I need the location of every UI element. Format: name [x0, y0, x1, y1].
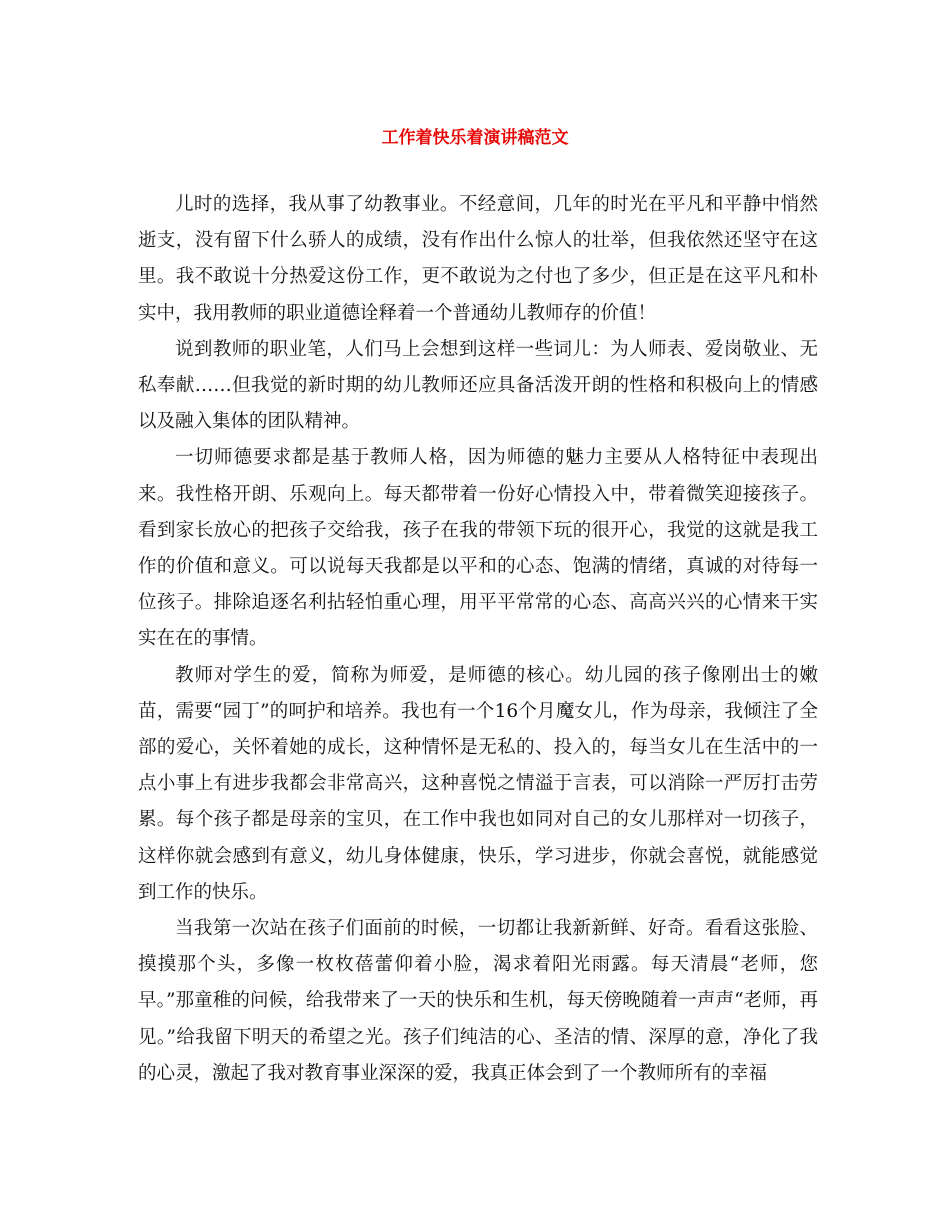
paragraph-5: 当我第一次站在孩子们面前的时候，一切都让我新新鲜、好奇。看看这张脸、摸摸那个头，多像一枚枚蓓蕾仰着小脸，渴求着阳光雨露。每天清晨“老师，您早。”那童稚的问候，给我带来了一天的快乐和生机，每天傍晚随着一声声“老师，再见。”给我留下明天的希望之光。孩子们纯洁的心、圣洁的情、深厚的意，净化了我的心灵，激起了我对教育事业深深的爱，我真正体会到了一个教师所有的幸福 — [138, 918, 818, 1084]
document-body — [138, 187, 818, 1092]
paragraph-4: 教师对学生的爱，简称为师爱，是师德的核心。幼儿园的孩子像刚出士的嫩苗，需要“园丁”的呵护和培养。我也有一个16个月魔女儿，作为母亲，我倾注了全部的爱心，关怀着她的成长，这种情怀是无私的、投入的，每当女儿在生活中的一点小事上有进步我都会非常高兴，这种喜悦之情溢于言表，可以消除一严厉打击劳累。每个孩子都是母亲的宝贝，在工作中我也如同对自己的女儿那样对一切孩子，这样你就会感到有意义，幼儿身体健康，快乐，学习进步，你就会喜悦，就能感觉到工作的快乐。 — [138, 664, 818, 903]
document-title: 工作着快乐着演讲稿范文 — [381, 128, 569, 148]
paragraph-1: 儿时的选择，我从事了幼教事业。不经意间，几年的时光在平凡和平静中悄然逝支，没有留下什么骄人的成绩，没有作出什么惊人的壮举，但我依然还坚守在这里。我不敢说十分热爱这份工作，更不敢说为之付也了多少，但正是在这平凡和朴实中，我用教师的职业道德诠释着一个普通幼儿教师存的价值！ — [138, 194, 818, 324]
paragraph-2: 说到教师的职业笔，人们马上会想到这样一些词儿：为人师表、爱岗敬业、无私奉献……但我觉的新时期的幼儿教师还应具备活泼开朗的性格和积极向上的情感以及融入集体的团队精神。 — [138, 338, 818, 433]
paragraph-3: 一切师德要求都是基于教师人格，因为师德的魅力主要从人格特征中表现出来。我性格开朗、乐观向上。每天都带着一份好心情投入中，带着微笑迎接孩子。看到家长放心的把孩子交给我，孩子在我的带领下玩的很开心，我觉的这就是我工作的价值和意义。可以说每天我都是以平和的心态、饱满的情绪，真诚的对待每一位孩子。排除追逐名利拈轻怕重心理，用平平常常的心态、高高兴兴的心情来干实实在在的事情。 — [138, 447, 818, 650]
